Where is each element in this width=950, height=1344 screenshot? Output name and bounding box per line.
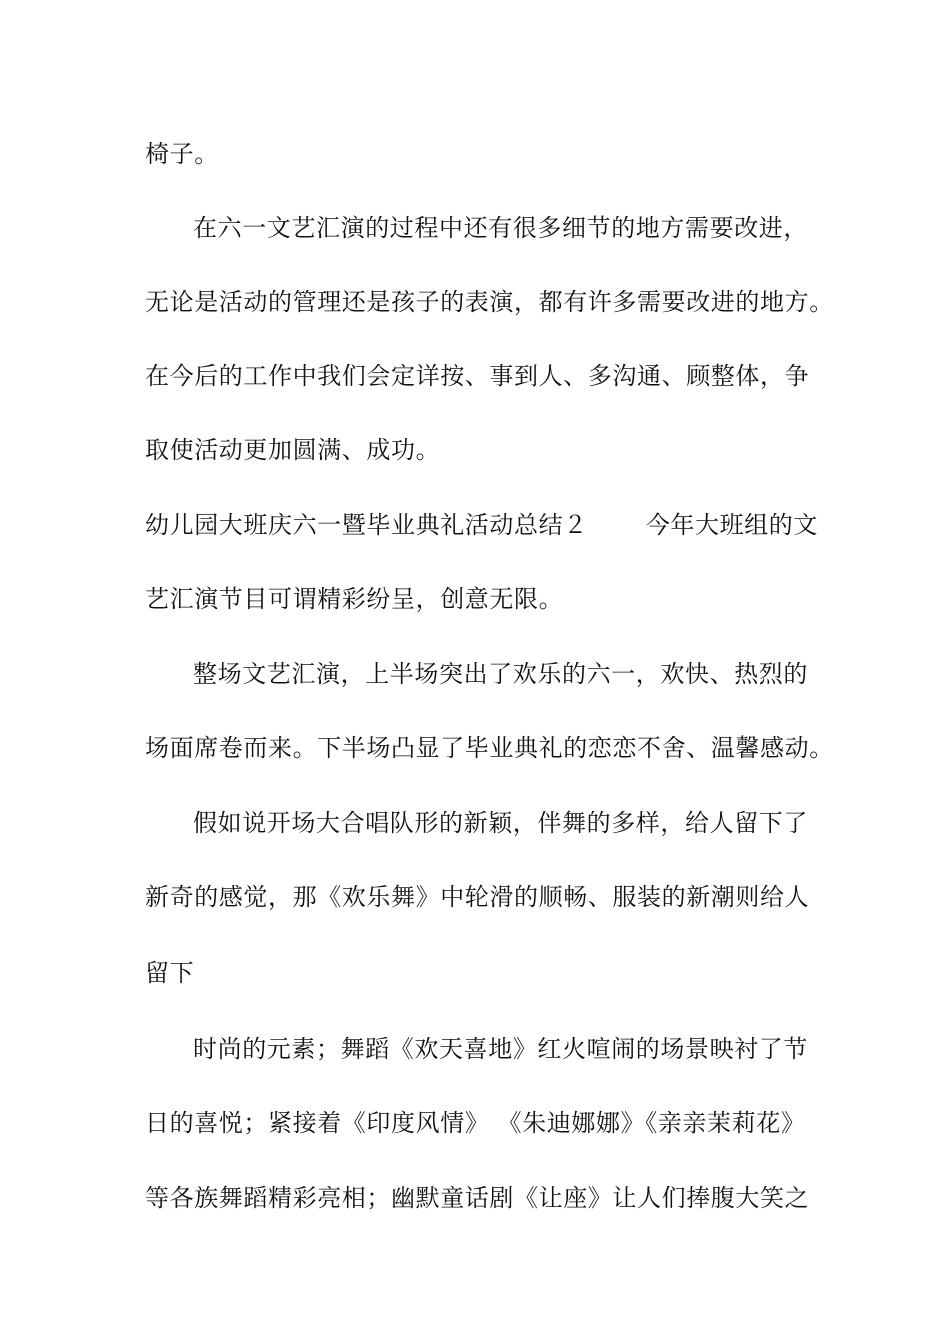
- text-line-4: 在今后的工作中我们会定详按、事到人、多沟通、顾整体，争: [145, 362, 810, 390]
- paragraph-start-line: 整场文艺汇演，上半场突出了欢乐的六一，欢快、热烈的: [193, 660, 808, 688]
- paragraph-start-line: 时尚的元素；舞蹈《欢天喜地》红火喧闹的场景映衬了节: [193, 1035, 808, 1063]
- text-line-3: 无论是活动的管理还是孩子的表演，都有许多需要改进的地方。: [145, 288, 834, 316]
- text-line-5: 取使活动更加圆满、成功。: [145, 436, 441, 464]
- section-heading: 幼儿园大班庆六一暨毕业典礼活动总结２: [145, 511, 588, 539]
- text-line-14: 日的喜悦；紧接着《印度风情》 《朱迪娜娜》《亲亲茉莉花》: [145, 1109, 806, 1137]
- text-line-12: 留下: [145, 959, 195, 987]
- section-heading-line: [145, 510, 825, 540]
- heading-following-text: 今年大班组的文: [645, 511, 819, 539]
- text-line-15: 等各族舞蹈精彩亮相；幽默童话剧《让座》让人们捧腹大笑之: [145, 1184, 810, 1212]
- text-line-1: 椅子。: [145, 140, 219, 168]
- paragraph-start-line: 在六一文艺汇演的过程中还有很多细节的地方需要改进，: [193, 214, 808, 242]
- text-line-7: 艺汇演节目可谓精彩纷呈，创意无限。: [145, 585, 564, 613]
- text-line-11: 新奇的感觉，那《欢乐舞》中轮滑的顺畅、服装的新潮则给人: [145, 883, 810, 911]
- paragraph-start-line: 假如说开场大合唱队形的新颖，伴舞的多样，给人留下了: [193, 809, 808, 837]
- text-line-9: 场面席卷而来。下半场凸显了毕业典礼的恋恋不舍、温馨感动。: [145, 734, 834, 762]
